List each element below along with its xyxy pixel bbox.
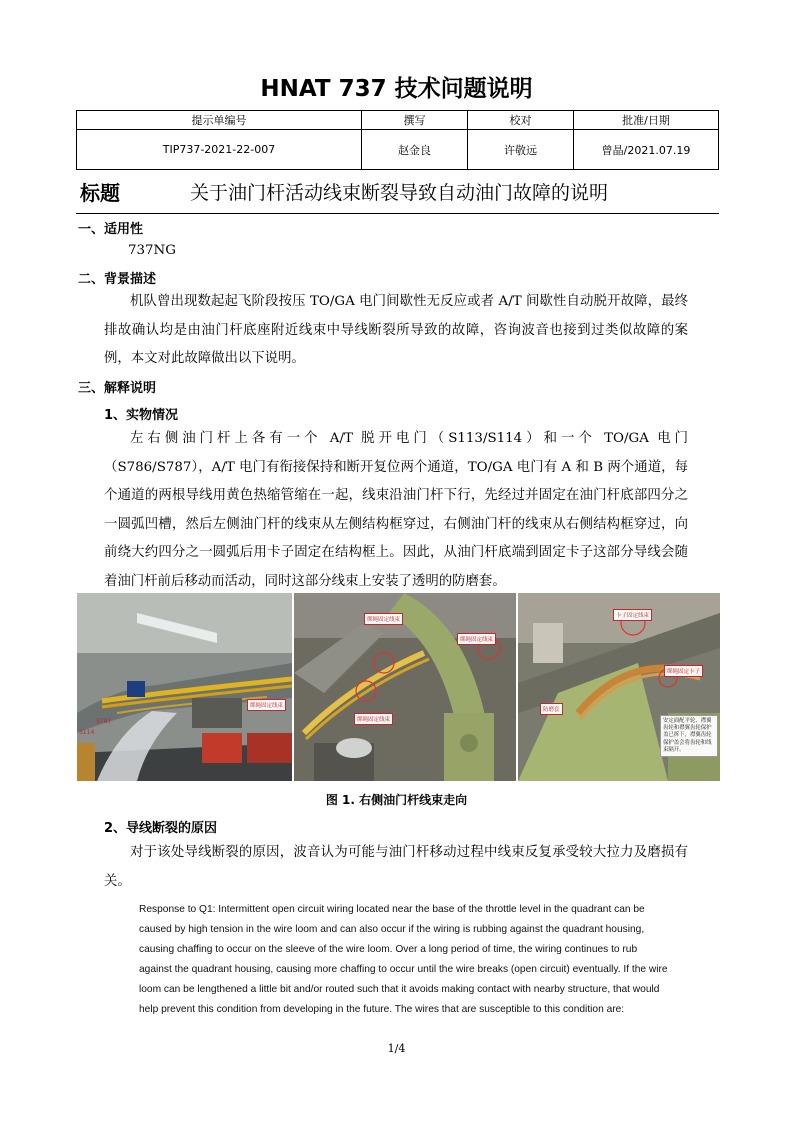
- photo-left-label-s787: S787: [96, 718, 112, 725]
- photo-left-image: [77, 593, 292, 781]
- photo-left-tag-tie: 绑绳固定线束: [247, 699, 286, 711]
- photo-right-tag-tie-clamp: 绑绳固定卡子: [664, 665, 703, 677]
- photo-middle-tag-2: 绑绳固定线束: [457, 633, 496, 645]
- document-meta-table: [76, 110, 719, 170]
- meta-approval: 曾晶/2021.07.19: [574, 130, 719, 170]
- page-number: 1/4: [387, 1042, 406, 1055]
- section-2-heading: 二、背景描述: [78, 272, 157, 287]
- section-3-2-paragraph: 对于该处导线断裂的原因，波音认为可能与油门杆移动过程中线束反复承受较大拉力及磨损有关。: [104, 845, 688, 889]
- photo-middle-harness-route: [294, 593, 516, 781]
- meta-tip-number: TIP737-2021-22-007: [77, 130, 362, 170]
- section-2-paragraph: 机队曾出现数起起飞阶段按压 TO/GA 电门间歇性无反应或者 A/T 间歇性自动脱开故障，最终排故确认均是由油门杆底座附近线束中导线断裂所导致的故障，咨询波音也接到过类似故障的案例，本文对此故障做出以下说明。: [104, 294, 688, 366]
- photo-left-throttle-base: [77, 593, 292, 781]
- section-3-1-heading: 1、实物情况: [104, 408, 179, 423]
- boeing-response-quote: Response to Q1: Intermittent open circuit wiring located near the base of the throttle level in the quadrant can be caused by high tension in the wire loom and can also occur if the wiring is rubbing against the quadrant housing, causing chaffing to occur on the sleeve of the wire loom. Over a long period of time, the wiring continues to rub against the quadrant housing, causing more chaffing to occur until the wire breaks (open circuit) eventually. If the wire loom can be lengthened a little bit and/or routed such that it avoids making contact with nearby structure, that would help prevent this condition from developing in the future. The wires that are susceptible to this condition are:: [139, 904, 668, 1015]
- meta-author: 赵金良: [362, 130, 468, 170]
- meta-header-author: 撰写: [362, 111, 468, 130]
- section-3-1-paragraph: 左右侧油门杆上各有一个 A/T 脱开电门（S113/S114）和一个 TO/GA 电门（S786/S787），A/T 电门有衔接保持和断开复位两个通道，TO/GA 电门有 A 和 B 两个通道，每个通道的两根导线用黄色热缩管缩在一起，线束沿油门杆下行，先经过并固定在油门杆底部四分之一圆弧凹槽，然后左侧油门杆的线束从左侧结构框穿过，右侧油门杆的线束从右侧结构框穿过，向前绕大约四分之一圆弧后用卡子固定在结构框上。因此，从油门杆底端到固定卡子这部分导线会随着油门杆前后移动而活动，同时这部分线束上安装了透明的防磨套。: [104, 431, 688, 589]
- meta-header-tip-number: 提示单编号: [77, 111, 362, 130]
- photo-middle-tag-3: 绑绳固定线束: [354, 713, 393, 725]
- section-3-heading: 三、解释说明: [78, 381, 157, 396]
- section-3-2-heading: 2、导线断裂的原因: [104, 821, 218, 836]
- meta-reviewer: 许敬远: [468, 130, 574, 170]
- photo-middle-image: [294, 593, 516, 781]
- subject-row: [76, 177, 719, 214]
- photo-middle-tag-1: 绑绳固定线束: [364, 613, 403, 625]
- section-1-text: 737NG: [128, 243, 176, 258]
- figure-caption: 图 1. 右侧油门杆线束走向: [325, 793, 468, 807]
- photo-right-tag-sleeve: 防磨套: [540, 703, 563, 715]
- photo-right-clamp-area: [518, 593, 720, 781]
- meta-header-reviewer: 校对: [468, 111, 574, 130]
- photo-left-label-s114: S114: [79, 729, 95, 736]
- photo-right-note: 安定面配平轮、襟翼齿轮和襟翼齿轮保护盖已拆下，襟翼齿轮保护盖会将齿轮和线束隔开。: [660, 715, 718, 757]
- figure-photos: [77, 593, 720, 781]
- meta-header-approval: 批准/日期: [574, 111, 719, 130]
- subject-label: 标题: [80, 181, 120, 205]
- section-1-heading: 一、适用性: [78, 222, 144, 237]
- photo-right-tag-clamp: 卡子固定线束: [613, 609, 652, 621]
- subject-text: 关于油门杆活动线束断裂导致自动油门故障的说明: [190, 182, 609, 204]
- document-title: HNAT 737 技术问题说明: [260, 76, 533, 102]
